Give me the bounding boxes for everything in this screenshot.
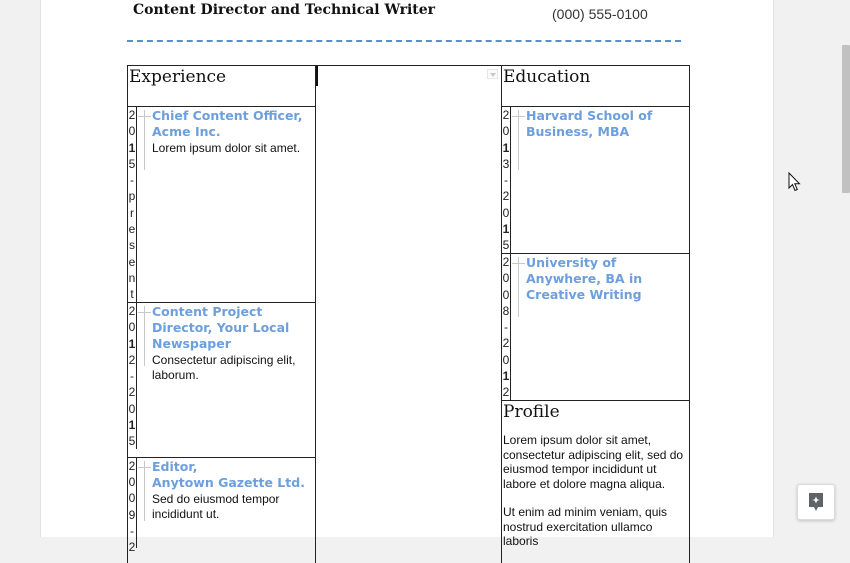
header-phone[interactable]: (000) 555-0100 bbox=[552, 6, 648, 22]
document-page[interactable] bbox=[40, 0, 774, 555]
entry-date: 2 0 0 9 - 2 bbox=[128, 458, 136, 555]
experience-heading-cell[interactable] bbox=[128, 66, 316, 107]
entry-title: University of Anywhere, BA in Creative Writing bbox=[526, 255, 643, 302]
education-entry-2[interactable] bbox=[502, 254, 690, 401]
drag-handle-icon[interactable] bbox=[137, 303, 152, 449]
resume-layout-table bbox=[127, 65, 690, 563]
header-divider bbox=[127, 40, 681, 42]
mouse-pointer-icon bbox=[788, 172, 802, 192]
profile-heading: Profile bbox=[503, 402, 560, 422]
entry-date: 2 0 0 8 - 2 0 1 2 bbox=[502, 255, 510, 400]
entry-title: Harvard School of Business, MBA bbox=[526, 108, 653, 139]
entry-title: Editor, Anytown Gazette Ltd. bbox=[152, 458, 305, 490]
experience-entry-1[interactable] bbox=[128, 107, 316, 303]
scrollbar-thumb[interactable] bbox=[842, 45, 850, 193]
chevron-down-icon[interactable] bbox=[487, 69, 498, 79]
entry-title: Chief Content Officer, Acme Inc. bbox=[152, 108, 303, 139]
experience-entry-3[interactable] bbox=[128, 457, 316, 562]
drag-handle-icon[interactable] bbox=[511, 254, 526, 400]
middle-spacer-cell-bottom[interactable] bbox=[316, 457, 502, 562]
profile-paragraph: Lorem ipsum dolor sit amet, consectetur adipiscing elit, sed do eiusmod tempor incididunt ut labore et dolore magna aliqua. bbox=[503, 433, 684, 491]
entry-description: Consectetur adipiscing elit, laborum. bbox=[152, 353, 296, 382]
entry-date: 2 0 1 5 - p r e s e n t bbox=[128, 108, 136, 302]
entry-title: Content Project Director, Your Local Newspaper bbox=[152, 304, 290, 351]
middle-spacer-cell[interactable] bbox=[316, 66, 502, 458]
explore-icon bbox=[807, 492, 825, 512]
entry-date: 2 0 1 3 - 2 0 1 5 bbox=[502, 108, 510, 253]
education-entry-1[interactable] bbox=[502, 107, 690, 254]
education-heading: Education bbox=[503, 67, 591, 87]
education-heading-cell[interactable] bbox=[502, 66, 690, 107]
entry-description: Lorem ipsum dolor sit amet. bbox=[152, 141, 301, 155]
explore-button[interactable] bbox=[797, 484, 835, 520]
header-name-title[interactable]: Content Director and Technical Writer bbox=[133, 2, 436, 18]
drag-handle-icon[interactable] bbox=[137, 458, 152, 548]
drag-handle-icon[interactable] bbox=[511, 107, 526, 253]
experience-entry-2[interactable] bbox=[128, 303, 316, 458]
experience-heading: Experience bbox=[129, 67, 227, 87]
entry-date: 2 0 1 2 - 2 0 1 5 bbox=[128, 304, 136, 449]
profile-cell[interactable] bbox=[502, 401, 690, 563]
profile-paragraph: Ut enim ad minim veniam, quis nostrud exercitation ullamco laboris bbox=[503, 505, 668, 548]
text-caret bbox=[316, 66, 318, 86]
entry-description: Sed do eiusmod tempor incididunt ut. bbox=[152, 491, 280, 521]
drag-handle-icon[interactable] bbox=[137, 107, 152, 302]
